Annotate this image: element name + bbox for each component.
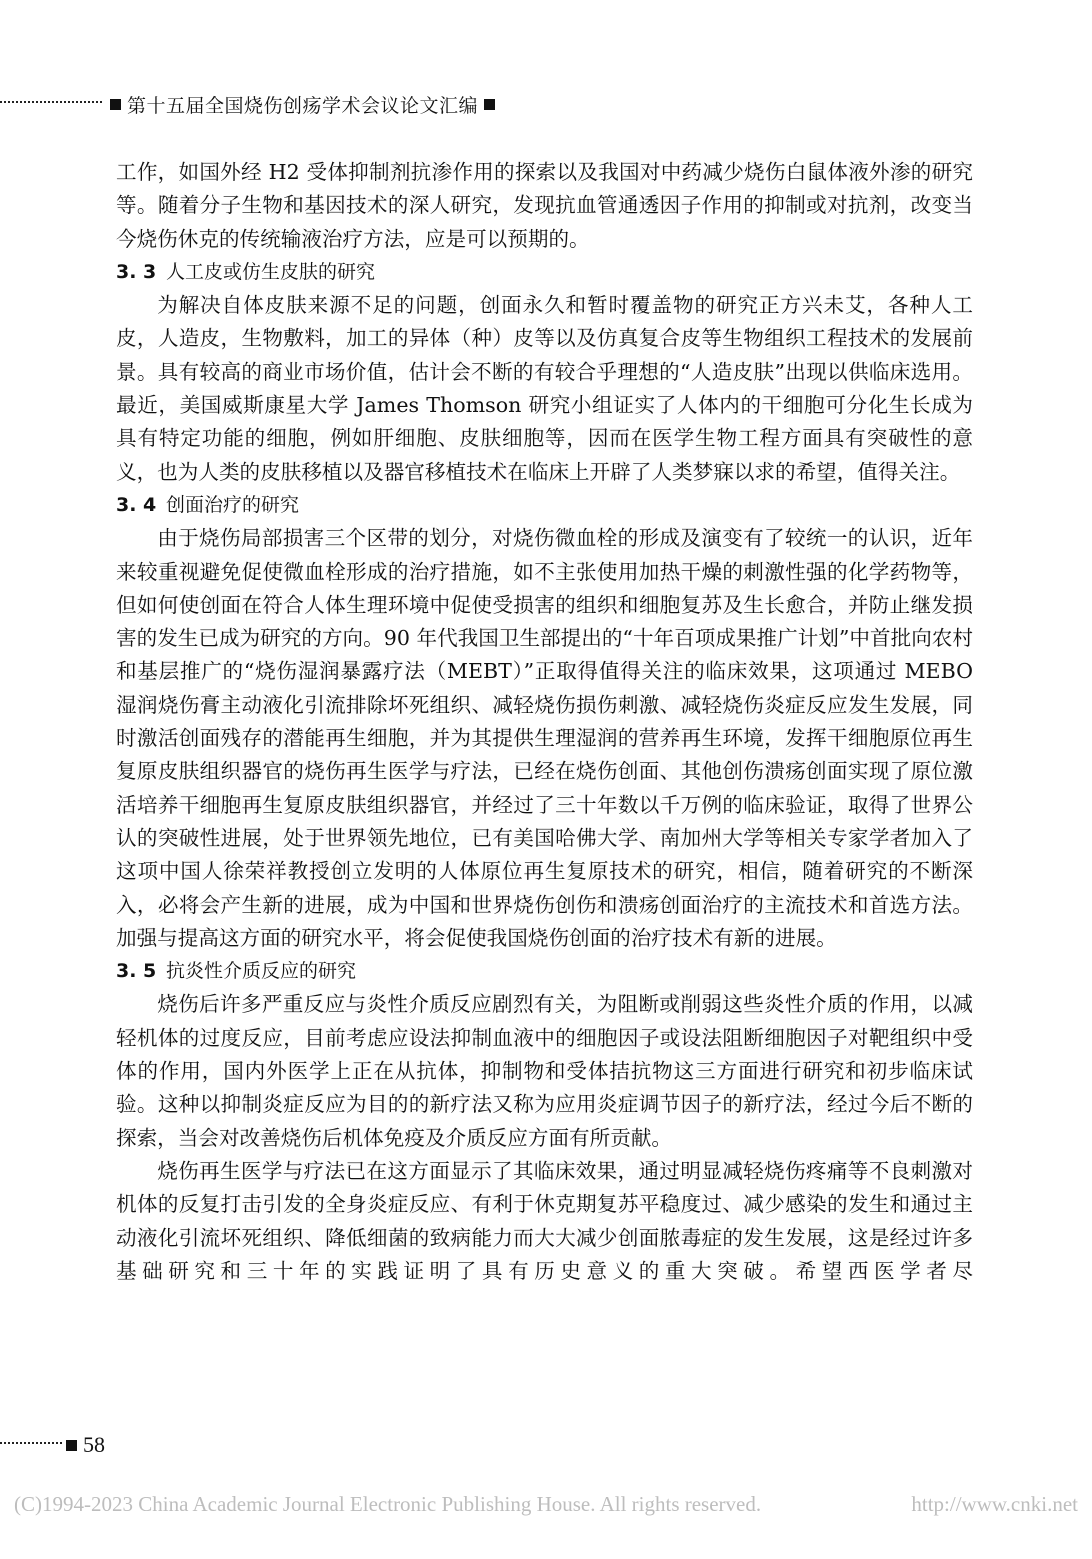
header-dotted-rule — [0, 101, 102, 103]
section-heading-3-3 — [116, 256, 973, 289]
paragraph: 为解决自体皮肤来源不足的问题，创面永久和暂时覆盖物的研究正方兴未艾，各种人工皮，人造皮，生物敷料，加工的异体（种）皮等以及仿真复合皮等生物组织工程技术的发展前景。具有较高的商业市场价值，估计会不断的有较合乎理想的“人造皮肤”出现以供临床选用。最近，美国威斯康星大学 James Thomson 研究小组证实了人体内的干细胞可分化生长成为具有特定功能的细胞，例如肝细胞、皮肤细胞等，因而在医学生物工程方面具有突破性的意义，也为人类的皮肤移植以及器官移植技术在临床上开辟了人类梦寐以求的希望，值得关注。 — [116, 293, 973, 484]
continuation-paragraph: 工作，如国外经 H2 受体抑制剂抗渗作用的探索以及我国对中药减少烧伤白鼠体液外渗的研究等。随着分子生物和基因技术的深人研究，发现抗血管通透因子作用的抑制或对抗剂，改变当今烧伤休克的传统输液治疗方法，应是可以预期的。 — [116, 160, 973, 251]
copyright-watermark — [14, 1492, 1078, 1517]
page-footer — [0, 1430, 105, 1460]
copyright-notice: (C)1994-2023 China Academic Journal Electronic Publishing House. All rights reserved. — [14, 1492, 762, 1516]
copyright-url: http://www.cnki.net — [911, 1492, 1078, 1516]
article-body — [116, 156, 973, 1288]
paragraph: 烧伤再生医学与疗法已在这方面显示了其临床效果，通过明显减轻烧伤疼痛等不良刺激对机体的反复打击引发的全身炎症反应、有利于休克期复苏平稳度过、减少感染的发生和通过主动液化引流坏死组织、降低细菌的致病能力而大大减少创面脓毒症的发生发展，这是经过许多基础研究和三十年的实践证明了具有历史意义的重大突破。希望西医学者尽 — [116, 1158, 973, 1283]
footer-square-bullet — [66, 1440, 77, 1451]
section-title: 抗炎性介质反应的研究 — [166, 960, 357, 983]
footer-dotted-rule — [0, 1442, 62, 1444]
header-square-bullet-right — [484, 99, 495, 110]
section-title: 创面治疗的研究 — [166, 493, 300, 516]
section-heading-3-5 — [116, 955, 973, 988]
paragraph: 烧伤后许多严重反应与炎性介质反应剧烈有关，为阻断或削弱这些炎性介质的作用，以减轻机体的过度反应，目前考虑应设法抑制血液中的细胞因子或设法阻断细胞因子对靶组织中受体的作用，国内外医学上正在从抗体，抑制物和受体拮抗物这三方面进行研究和初步临床试验。这种以抑制炎症反应为目的的新疗法又称为应用炎症调节因子的新疗法，经过今后不断的探索，当会对改善烧伤后机体免疫及介质反应方面有所贡献。 — [116, 992, 973, 1150]
header-title: 第十五届全国烧伤创疡学术会议论文汇编 — [127, 94, 479, 117]
section-title: 人工皮或仿生皮肤的研究 — [166, 260, 376, 283]
page-number: 58 — [83, 1432, 105, 1457]
section-heading-3-4 — [116, 489, 973, 522]
header-square-bullet-left — [110, 99, 121, 110]
section-number: 3. 4 — [116, 493, 157, 516]
paragraph: 由于烧伤局部损害三个区带的划分，对烧伤微血栓的形成及演变有了较统一的认识，近年来较重视避免促使微血栓形成的治疗措施，如不主张使用加热干燥的刺激性强的化学药物等，但如何使创面在符合人体生理环境中促使受损害的组织和细胞复苏及生长愈合，并防止继发损害的发生已成为研究的方向。90 年代我国卫生部提出的“十年百项成果推广计划”中首批向农村和基层推广的“烧伤湿润暴露疗法（MEBT）”正取得值得关注的临床效果，这项通过 MEBO 湿润烧伤膏主动液化引流排除坏死组织、减轻烧伤损伤刺激、减轻烧伤炎症反应发生发展，同时激活创面残存的潜能再生细胞，并为其提供生理湿润的营养再生环境，发挥干细胞原位再生复原皮肤组织器官的烧伤再生医学与疗法，已经在烧伤创面、其他创伤溃疡创面实现了原位激活培养干细胞再生复原皮肤组织器官，并经过了三十年数以千万例的临床验证，取得了世界公认的突破性进展，处于世界领先地位，已有美国哈佛大学、南加州大学等相关专家学者加入了这项中国人徐荣祥教授创立发明的人体原位再生复原技术的研究，相信，随着研究的不断深入，必将会产生新的进展，成为中国和世界烧伤创伤和溃疡创面治疗的主流技术和首选方法。加强与提高这方面的研究水平，将会促使我国烧伤创面的治疗技术有新的进展。 — [116, 526, 973, 950]
running-header — [0, 90, 495, 118]
section-number: 3. 5 — [116, 960, 157, 983]
section-number: 3. 3 — [116, 260, 157, 283]
